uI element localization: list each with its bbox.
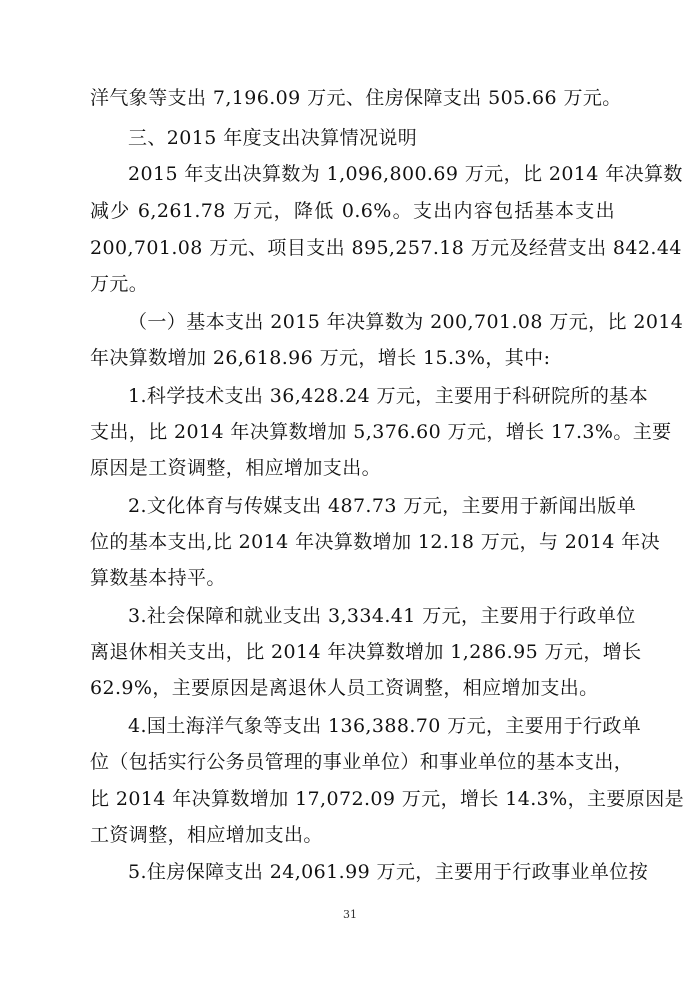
body-line-14: 算数基本持平。 — [90, 567, 226, 589]
body-line-15: 3.社会保障和就业支出 3,334.41 万元，主要用于行政单位 — [128, 605, 636, 627]
body-line-16: 离退休相关支出，比 2014 年决算数增加 1,286.95 万元，增长 — [90, 641, 642, 663]
body-line-3: 2015 年支出决算数为 1,096,800.69 万元，比 2014 年决算数 — [128, 163, 683, 185]
body-line-17: 62.9%，主要原因是离退休人员工资调整，相应增加支出。 — [90, 677, 599, 699]
body-line-18: 4.国土海洋气象等支出 136,388.70 万元，主要用于行政单 — [128, 715, 642, 737]
body-line-8: 年决算数增加 26,618.96 万元，增长 15.3%，其中: — [90, 347, 551, 369]
body-line-20: 比 2014 年决算数增加 17,072.09 万元，增长 14.3%，主要原因是 — [90, 788, 685, 810]
body-line-7: （一）基本支出 2015 年决算数为 200,701.08 万元，比 2014 — [128, 311, 684, 333]
body-line-5: 200,701.08 万元、项目支出 895,257.18 万元及经营支出 842.44 — [90, 237, 682, 259]
body-line-10: 支出，比 2014 年决算数增加 5,376.60 万元，增长 17.3%。主要 — [90, 421, 672, 443]
body-line-13: 位的基本支出,比 2014 年决算数增加 12.18 万元，与 2014 年决 — [90, 531, 660, 553]
body-line-6: 万元。 — [90, 273, 149, 295]
body-line-12: 2.文化体育与传媒支出 487.73 万元，主要用于新闻出版单 — [128, 495, 637, 517]
section-heading: 三、2015 年度支出决算情况说明 — [128, 127, 418, 149]
body-line-9: 1.科学技术支出 36,428.24 万元，主要用于科研院所的基本 — [128, 385, 649, 407]
body-line-11: 原因是工资调整，相应增加支出。 — [90, 457, 382, 479]
body-line-19: 位（包括实行公务员管理的事业单位）和事业单位的基本支出， — [90, 751, 634, 773]
page-number: 31 — [343, 908, 357, 921]
body-line-22: 5.住房保障支出 24,061.99 万元，主要用于行政事业单位按 — [128, 861, 649, 883]
body-line-4: 减少 6,261.78 万元，降低 0.6%。支出内容包括基本支出 — [90, 200, 615, 222]
body-line-1: 洋气象等支出 7,196.09 万元、住房保障支出 505.66 万元。 — [90, 87, 622, 109]
body-line-21: 工资调整，相应增加支出。 — [90, 824, 323, 846]
